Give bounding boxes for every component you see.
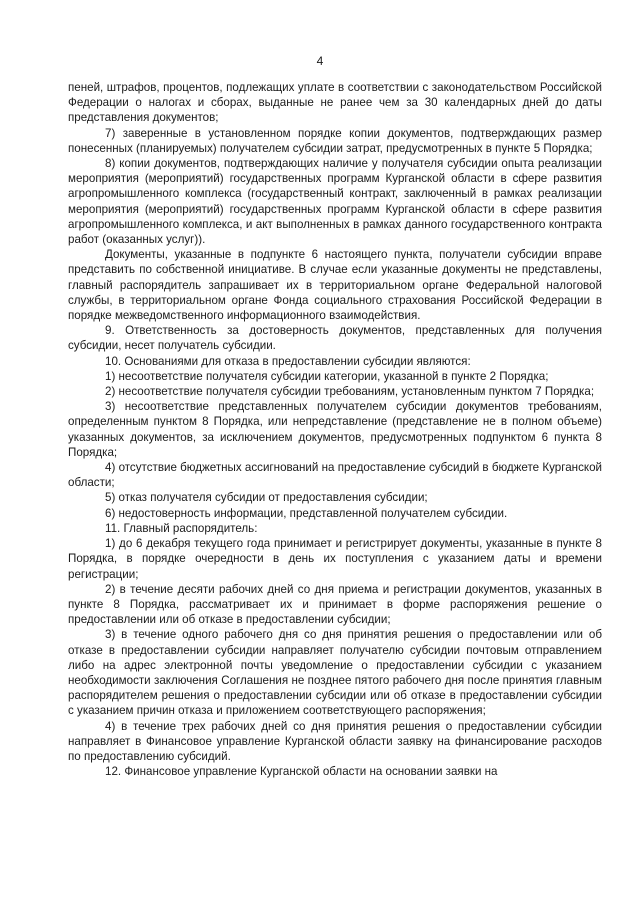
paragraph-documents-note: Документы, указанные в подпункте 6 настоящего пункта, получатели субсидии вправе представить по собственной инициативе. В случае если указанные документы не представлены, главный распорядитель запрашивает их в территориальном органе Федеральной налоговой службы, в территориальном органе Фонда социального страхования Российской Федерации в порядке межведомственного информационного взаимодействия. xyxy=(68,248,602,323)
paragraph-refusal-2: 2) несоответствие получателя субсидии требованиям, установленным пунктом 7 Порядка; xyxy=(105,385,595,399)
paragraph-refusal-6: 6) недостоверность информации, представленной получателем субсидии. xyxy=(105,506,508,520)
paragraph-refusal-4: 4) отсутствие бюджетных ассигнований на предоставление субсидий в бюджете Курганской области; xyxy=(68,461,602,490)
paragraph-refusal-1: 1) несоответствие получателя субсидии категории, указанной в пункте 2 Порядка; xyxy=(105,369,549,383)
page-number: 4 xyxy=(316,54,324,68)
paragraph-clause-9: 9. Ответственность за достоверность документов, представленных для получения субсидии, несет получатель субсидии. xyxy=(68,324,602,353)
paragraph-item-8: 8) копии документов, подтверждающих наличие у получателя субсидии опыта реализации мероприятия (мероприятий) государственных программ Курганской области в сфере развития агропромышленного комплекса (государственный контракт, заключенный в рамках реализации мероприятия (мероприятий) государственных программ Курганской области в сфере развития агропромышленного комплекса, и акт выполненных в рамках данного государственного контракта работ (оказанных услуг)). xyxy=(68,157,602,247)
paragraph-clause-10: 10. Основаниями для отказа в предоставлении субсидии являются: xyxy=(105,354,471,368)
paragraph-duty-1: 1) до 6 декабря текущего года принимает и регистрирует документы, указанные в пункте 8 Порядка, в порядке очередности в день их поступления с указанием даты и времени регистрации; xyxy=(68,537,602,581)
paragraph-refusal-3: 3) несоответствие представленных получателем субсидии документов требованиям, определенным пунктом 8 Порядка, или непредставление (представление не в полном объеме) указанных документов, за исключением документов, предусмотренных подпунктом 6 пункта 8 Порядка; xyxy=(68,400,602,459)
paragraph-continuation: пеней, штрафов, процентов, подлежащих уплате в соответствии с законодательством Российской Федерации о налогах и сборах, выданные не ранее чем за 30 календарных дней до даты представления документов; xyxy=(68,81,602,125)
paragraph-clause-12: 12. Финансовое управление Курганской области на основании заявки на xyxy=(105,765,498,779)
body-text xyxy=(68,80,602,779)
paragraph-duty-4: 4) в течение трех рабочих дней со дня принятия решения о предоставлении субсидии направляет в Финансовое управление Курганской области заявку на финансирование расходов по предоставлению субсидий. xyxy=(68,719,602,763)
paragraph-item-7: 7) заверенные в установленном порядке копии документов, подтверждающих размер понесенных (планируемых) получателем субсидии затрат, предусмотренных в пункте 5 Порядка; xyxy=(68,126,602,155)
paragraph-clause-11: 11. Главный распорядитель: xyxy=(105,521,258,535)
paragraph-refusal-5: 5) отказ получателя субсидии от предоставления субсидии; xyxy=(105,491,428,505)
paragraph-duty-2: 2) в течение десяти рабочих дней со дня приема и регистрации документов, указанных в пункте 8 Порядка, рассматривает их и принимает в форме распоряжения решение о предоставлении или об отказе в предоставлении субсидии; xyxy=(68,582,602,627)
paragraph-duty-3: 3) в течение одного рабочего дня со дня принятия решения о предоставлении или об отказе в предоставлении субсидии направляет получателю субсидии почтовым отправлением либо на адрес электронной почты уведомление о предоставлении субсидии с указанием необходимости заключения Соглашения не позднее пятого рабочего дня после принятия главным распорядителем решения о предоставлении субсидии или об отказе в предоставлении субсидии с указанием причин отказа и приложением соответствующего распоряжения; xyxy=(68,628,602,718)
